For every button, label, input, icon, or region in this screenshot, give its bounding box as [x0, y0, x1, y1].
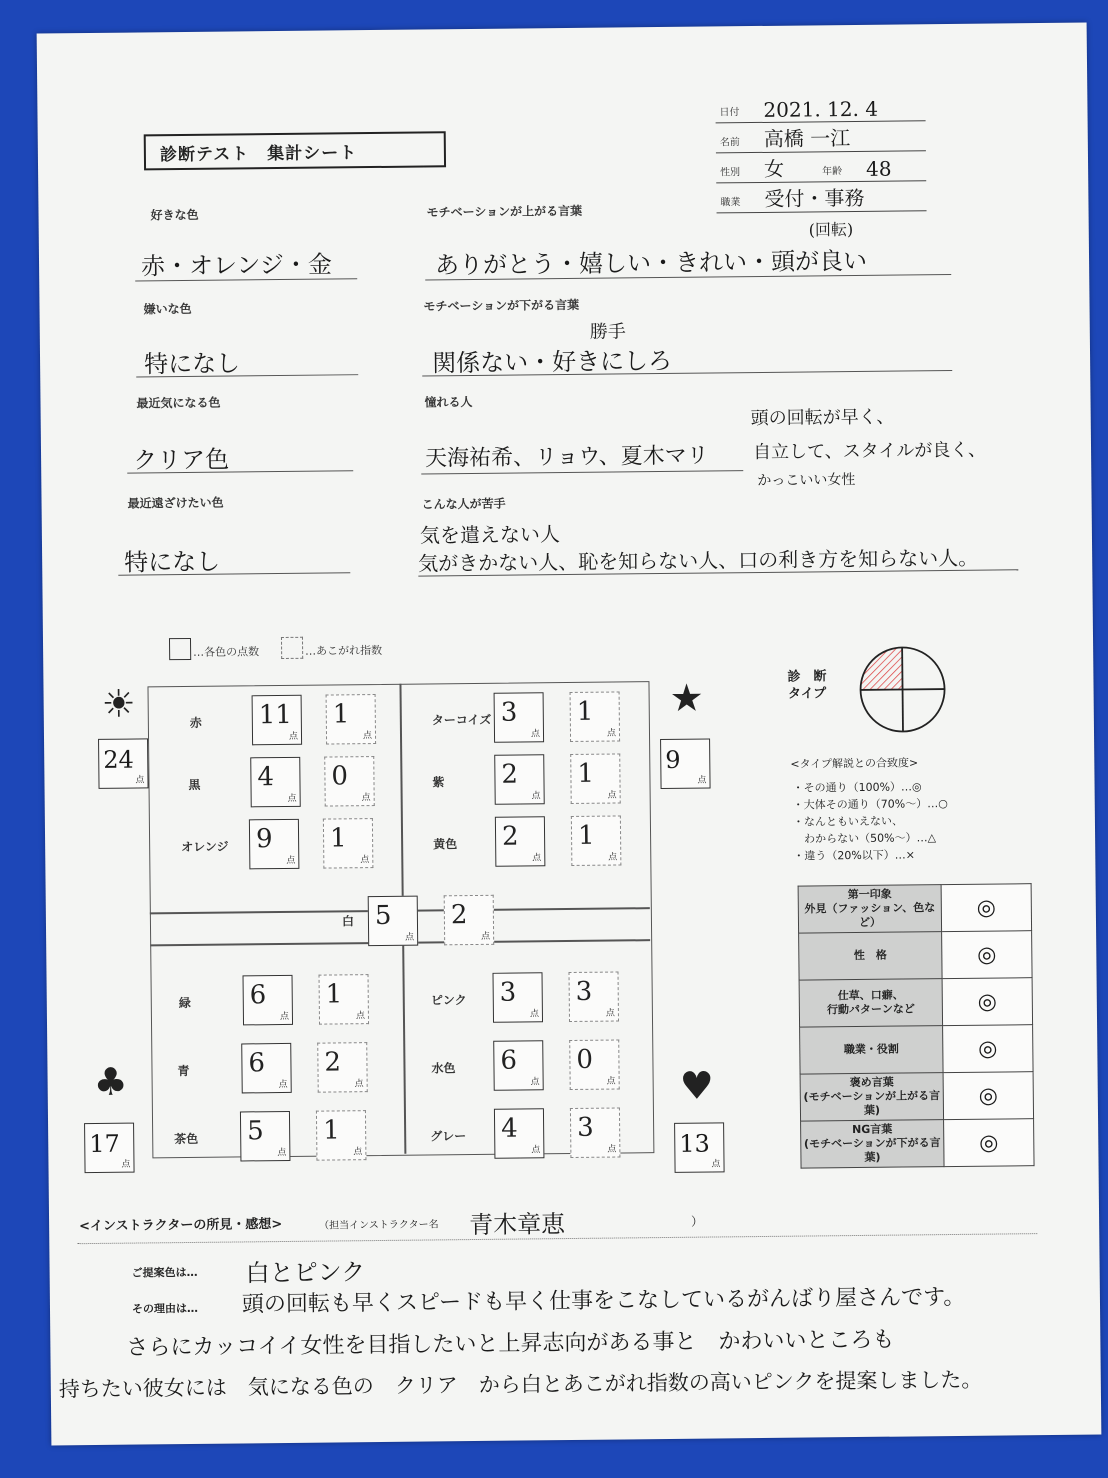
admired-value: 天海祐希、リョウ、夏木マリ [424, 443, 709, 472]
score-lightblue: 6 点 [493, 1040, 544, 1091]
admire-turquoise: 1 点 [570, 691, 621, 742]
row-mark: ◎ [944, 1119, 1034, 1167]
instructor-close-paren: ） [691, 1214, 704, 1229]
row-first-impression: 第一印象 外見（ファッション、色など） [798, 885, 941, 933]
name-value: 高橋 一江 [763, 126, 851, 151]
color-name-green: 緑 [178, 995, 191, 1011]
match-item: ・その通り（100%）…◎ [792, 780, 922, 795]
admire-white: 2 点 [444, 895, 495, 946]
admire-black: 0 点 [324, 756, 375, 807]
score-turquoise: 3 点 [494, 692, 545, 743]
suggest-label: ご提案色は… [131, 1265, 198, 1280]
admire-lightblue: 0 点 [569, 1039, 620, 1090]
admire-blue: 2 点 [317, 1042, 368, 1093]
row-mark: ◎ [943, 1072, 1033, 1120]
admired-label: 憧れる人 [424, 394, 473, 410]
color-name-gray: グレー [430, 1129, 467, 1144]
dislike-people-value-2: 気がきかない人、恥を知らない人、口の利き方を知らない人。 [418, 545, 979, 576]
admire-gray: 3 点 [570, 1107, 621, 1158]
sheet-title: 診断テスト 集計シート [144, 131, 446, 170]
row-ng-words: NG言葉 (モチベーションが下がる言葉) [801, 1120, 944, 1168]
admire-red: 1 点 [326, 694, 377, 745]
color-name-brown: 茶色 [174, 1131, 199, 1147]
row-personality: 性 格 [799, 932, 942, 980]
name-row [716, 124, 926, 153]
diagnosis-table [798, 883, 1035, 1168]
row-behavior: 仕草、口癖、 行動パターンなど [799, 979, 942, 1027]
diagnosis-sheet [37, 23, 1102, 1446]
instructor-section-label: <インストラクターの所見・感想> [79, 1217, 283, 1235]
avoid-color-label: 最近遠ざけたい色 [127, 495, 224, 511]
score-blue: 6 点 [241, 1043, 292, 1094]
score-green: 6 点 [243, 975, 294, 1026]
liked-color-label: 好きな色 [150, 207, 199, 223]
color-name-lightblue: 水色 [431, 1061, 456, 1076]
score-brown: 5 点 [240, 1111, 291, 1162]
date-row [715, 94, 925, 123]
match-list [792, 778, 948, 865]
motivation-up-value: ありがとう・嬉しい・きれい・頭が良い [434, 246, 868, 280]
score-purple: 2 点 [494, 754, 545, 805]
score-black: 4 点 [250, 757, 301, 808]
score-red: 11 点 [252, 695, 303, 746]
gender-age-row [716, 154, 926, 183]
reason-label: その理由は… [131, 1301, 199, 1316]
color-name-yellow: 黄色 [433, 837, 458, 852]
match-title: <タイプ解説との合致度> [790, 756, 919, 771]
recent-color-value: クリア色 [132, 445, 230, 475]
legend-admire-label: …あこがれ指数 [305, 643, 383, 658]
motivation-down-value: 関係ない・好きにしろ [431, 346, 673, 378]
job-value: 受付・事務 [764, 185, 865, 211]
row-mark: ◎ [943, 1025, 1033, 1073]
diagnosis-type-label: 診 断 タイプ [787, 669, 827, 702]
legend-admire-box [281, 637, 303, 659]
disliked-color-label: 嫌いな色 [143, 301, 192, 317]
row-mark: ◎ [942, 978, 1032, 1026]
color-name-blue: 青 [177, 1063, 190, 1079]
age-value: 48 [865, 156, 892, 181]
star-total: 9 点 [660, 739, 711, 790]
admire-brown: 1 点 [316, 1110, 367, 1161]
instructor-name-label: （担当インストラクター名 [319, 1219, 439, 1232]
admire-green: 1 点 [319, 974, 370, 1025]
color-name-black: 黒 [188, 777, 201, 792]
suggest-value: 白とピンク [245, 1258, 366, 1288]
admired-note-1: 頭の回転が早く、 [750, 406, 895, 430]
reason-line-1: 頭の回転も早くスピードも早く仕事をこなしているがんばり屋さんです。 [241, 1284, 966, 1318]
name-label: 名前 [719, 137, 740, 149]
dislike-people-value-1: 気を遣えない人 [419, 522, 561, 548]
diagnosis-type-circle [857, 644, 948, 735]
score-pink: 3 点 [492, 972, 543, 1023]
admire-yellow: 1 点 [571, 815, 622, 866]
row-mark: ◎ [942, 931, 1032, 979]
recent-color-label: 最近気になる色 [136, 395, 221, 411]
color-name-pink: ピンク [430, 993, 467, 1008]
legend-score-label: …各色の点数 [193, 645, 260, 659]
score-orange: 9 点 [249, 819, 300, 870]
star-icon: ★ [669, 675, 704, 720]
avoid-color-value: 特になし [124, 547, 221, 577]
date-value: 2021. 12. 4 [763, 96, 879, 122]
motivation-up-note: (回転) [808, 219, 854, 240]
row-job-role: 職業・役割 [800, 1026, 943, 1074]
date-label: 日付 [719, 107, 740, 119]
tree-icon: ♣ [93, 1059, 128, 1104]
job-row [716, 184, 926, 213]
reason-line-2: さらにカッコイイ女性を目指したいと上昇志向がある事と かわいいところも [126, 1327, 895, 1361]
admired-note-2: 自立して、スタイルが良く、 [752, 439, 987, 464]
color-name-red: 赤 [189, 715, 202, 730]
row-praise-words: 褒め言葉 (モチベーションが上がる言葉) [800, 1073, 943, 1121]
age-label: 年齢 [822, 166, 843, 178]
admired-note-3: かっこいい女性 [757, 471, 856, 490]
sun-icon: ☀ [101, 681, 136, 726]
admire-pink: 3 点 [568, 971, 619, 1022]
match-item: ・違う（20%以下）…× [793, 848, 916, 863]
score-yellow: 2 点 [495, 816, 546, 867]
color-name-purple: 紫 [432, 775, 445, 790]
score-gray: 4 点 [494, 1108, 545, 1159]
motivation-down-note: 勝手 [589, 321, 626, 343]
admire-orange: 1 点 [323, 818, 374, 869]
tree-total: 17 点 [84, 1123, 135, 1174]
color-name-orange: オレンジ [181, 839, 229, 855]
reason-line-3: 持ちたい彼女には 気になる色の クリア から白とあこがれ指数の高いピンクを提案しました。 [58, 1367, 983, 1402]
job-label: 職業 [720, 197, 741, 209]
color-name-turquoise: ターコイズ [431, 712, 492, 728]
match-item: ・なんともいえない、 [792, 814, 903, 829]
disliked-color-value: 特になし [143, 349, 241, 379]
motivation-up-label: モチベーションが上がる言葉 [426, 203, 583, 220]
match-item: わからない（50%〜）…△ [793, 831, 937, 846]
match-item: ・大体その通り（70%〜）…○ [792, 797, 948, 812]
sun-total: 24 点 [98, 738, 149, 789]
color-name-white: 白 [341, 914, 355, 929]
score-white: 5 点 [368, 896, 419, 947]
heart-icon: ♥ [679, 1063, 714, 1108]
gender-value: 女 [763, 156, 785, 181]
liked-color-value: 赤・オレンジ・金 [140, 250, 333, 281]
heart-total: 13 点 [674, 1122, 725, 1173]
legend-score-box [169, 638, 191, 660]
row-mark: ◎ [941, 884, 1031, 932]
motivation-down-label: モチベーションが下がる言葉 [423, 297, 580, 314]
instructor-name-value: 青木章恵 [468, 1210, 566, 1240]
dislike-people-label: こんな人が苦手 [421, 496, 506, 512]
gender-label: 性別 [720, 167, 741, 179]
admire-purple: 1 点 [570, 753, 621, 804]
